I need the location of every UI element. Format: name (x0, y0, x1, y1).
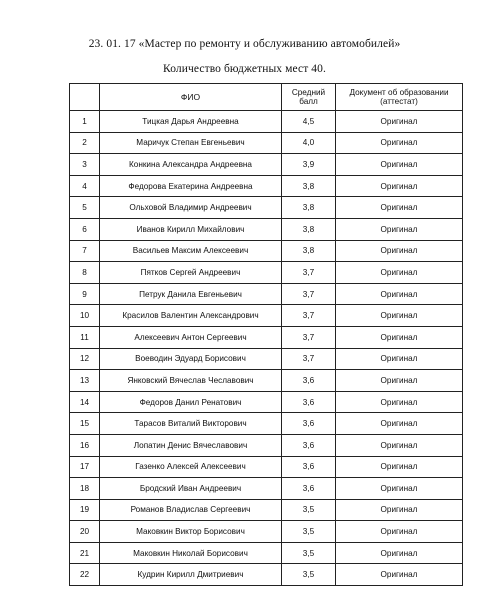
average-score: 3,5 (282, 564, 336, 586)
table-header-row (70, 84, 463, 111)
document-status: Оригинал (336, 132, 463, 154)
average-score: 3,8 (282, 240, 336, 262)
applicant-name: Романов Владислав Сергеевич (100, 499, 282, 521)
table-row (70, 132, 463, 154)
applicant-name: Газенко Алексей Алексеевич (100, 456, 282, 478)
applicant-name: Бродский Иван Андреевич (100, 478, 282, 500)
table-row (70, 240, 463, 262)
row-number: 22 (70, 564, 100, 586)
table-row (70, 305, 463, 327)
document-status: Оригинал (336, 240, 463, 262)
row-number: 17 (70, 456, 100, 478)
row-number: 5 (70, 197, 100, 219)
average-score: 3,7 (282, 326, 336, 348)
table-row (70, 326, 463, 348)
document-status: Оригинал (336, 197, 463, 219)
row-number: 21 (70, 542, 100, 564)
applicant-name: Пятков Сергей Андреевич (100, 262, 282, 284)
applicant-name: Маковкин Виктор Борисович (100, 521, 282, 543)
header-number (70, 84, 100, 111)
document-status: Оригинал (336, 413, 463, 435)
document-status: Оригинал (336, 391, 463, 413)
applicant-name: Маричук Степан Евгеньевич (100, 132, 282, 154)
applicant-name: Алексеевич Антон Сергеевич (100, 326, 282, 348)
table-row (70, 478, 463, 500)
document-status: Оригинал (336, 564, 463, 586)
applicant-name: Лопатин Денис Вячеславович (100, 434, 282, 456)
document-status: Оригинал (336, 478, 463, 500)
applicants-table (69, 83, 463, 586)
row-number: 11 (70, 326, 100, 348)
applicant-name: Тарасов Виталий Викторович (100, 413, 282, 435)
row-number: 15 (70, 413, 100, 435)
document-title: 23. 01. 17 «Мастер по ремонту и обслуживанию автомобилей» (88, 38, 401, 50)
table-row (70, 283, 463, 305)
average-score: 3,8 (282, 218, 336, 240)
document-status: Оригинал (336, 521, 463, 543)
applicant-name: Федорова Екатерина Андреевна (100, 175, 282, 197)
document-status: Оригинал (336, 326, 463, 348)
document-status: Оригинал (336, 262, 463, 284)
applicant-name: Васильев Максим Алексеевич (100, 240, 282, 262)
row-number: 19 (70, 499, 100, 521)
row-number: 20 (70, 521, 100, 543)
row-number: 18 (70, 478, 100, 500)
table-row (70, 499, 463, 521)
document-status: Оригинал (336, 370, 463, 392)
document-status: Оригинал (336, 154, 463, 176)
row-number: 9 (70, 283, 100, 305)
row-number: 13 (70, 370, 100, 392)
table-row (70, 197, 463, 219)
applicant-name: Тицкая Дарья Андреевна (100, 111, 282, 133)
document-status: Оригинал (336, 434, 463, 456)
average-score: 3,6 (282, 413, 336, 435)
average-score: 3,6 (282, 370, 336, 392)
table-row (70, 413, 463, 435)
average-score: 3,7 (282, 262, 336, 284)
average-score: 3,9 (282, 154, 336, 176)
header-document: Документ об образовании (аттестат) (336, 84, 463, 111)
applicant-name: Красилов Валентин Александрович (100, 305, 282, 327)
applicant-name: Янковский Вячеслав Чеславович (100, 370, 282, 392)
applicant-name: Кудрин Кирилл Дмитриевич (100, 564, 282, 586)
table-row (70, 391, 463, 413)
average-score: 4,0 (282, 132, 336, 154)
applicant-name: Иванов Кирилл Михайлович (100, 218, 282, 240)
average-score: 3,7 (282, 348, 336, 370)
table-row (70, 564, 463, 586)
header-score: Средний балл (282, 84, 336, 111)
average-score: 3,5 (282, 521, 336, 543)
row-number: 16 (70, 434, 100, 456)
row-number: 8 (70, 262, 100, 284)
document-status: Оригинал (336, 456, 463, 478)
document-status: Оригинал (336, 218, 463, 240)
applicant-name: Воеводин Эдуард Борисович (100, 348, 282, 370)
average-score: 3,5 (282, 499, 336, 521)
average-score: 3,7 (282, 305, 336, 327)
table-row (70, 348, 463, 370)
document-status: Оригинал (336, 283, 463, 305)
budget-places-note: Количество бюджетных мест 40. (163, 63, 326, 75)
document-status: Оригинал (336, 348, 463, 370)
applicant-name: Федоров Данил Ренатович (100, 391, 282, 413)
table-row (70, 456, 463, 478)
applicant-name: Конкина Александра Андреевна (100, 154, 282, 176)
document-status: Оригинал (336, 499, 463, 521)
document-status: Оригинал (336, 542, 463, 564)
table-row (70, 434, 463, 456)
average-score: 3,6 (282, 456, 336, 478)
table-row (70, 521, 463, 543)
row-number: 12 (70, 348, 100, 370)
average-score: 3,7 (282, 283, 336, 305)
table-row (70, 111, 463, 133)
applicant-name: Петрук Данила Евгеньевич (100, 283, 282, 305)
table-row (70, 175, 463, 197)
table-row (70, 262, 463, 284)
row-number: 4 (70, 175, 100, 197)
average-score: 3,6 (282, 434, 336, 456)
row-number: 3 (70, 154, 100, 176)
row-number: 6 (70, 218, 100, 240)
document-status: Оригинал (336, 111, 463, 133)
average-score: 3,6 (282, 391, 336, 413)
document-status: Оригинал (336, 305, 463, 327)
row-number: 10 (70, 305, 100, 327)
average-score: 4,5 (282, 111, 336, 133)
header-name: ФИО (100, 84, 282, 111)
applicant-name: Маковкин Николай Борисович (100, 542, 282, 564)
average-score: 3,8 (282, 197, 336, 219)
average-score: 3,8 (282, 175, 336, 197)
table-row (70, 542, 463, 564)
table-body (70, 111, 463, 586)
average-score: 3,6 (282, 478, 336, 500)
row-number: 2 (70, 132, 100, 154)
row-number: 7 (70, 240, 100, 262)
table-row (70, 218, 463, 240)
table-row (70, 154, 463, 176)
applicant-name: Ольховой Владимир Андреевич (100, 197, 282, 219)
document-status: Оригинал (336, 175, 463, 197)
average-score: 3,5 (282, 542, 336, 564)
table-row (70, 370, 463, 392)
row-number: 14 (70, 391, 100, 413)
row-number: 1 (70, 111, 100, 133)
